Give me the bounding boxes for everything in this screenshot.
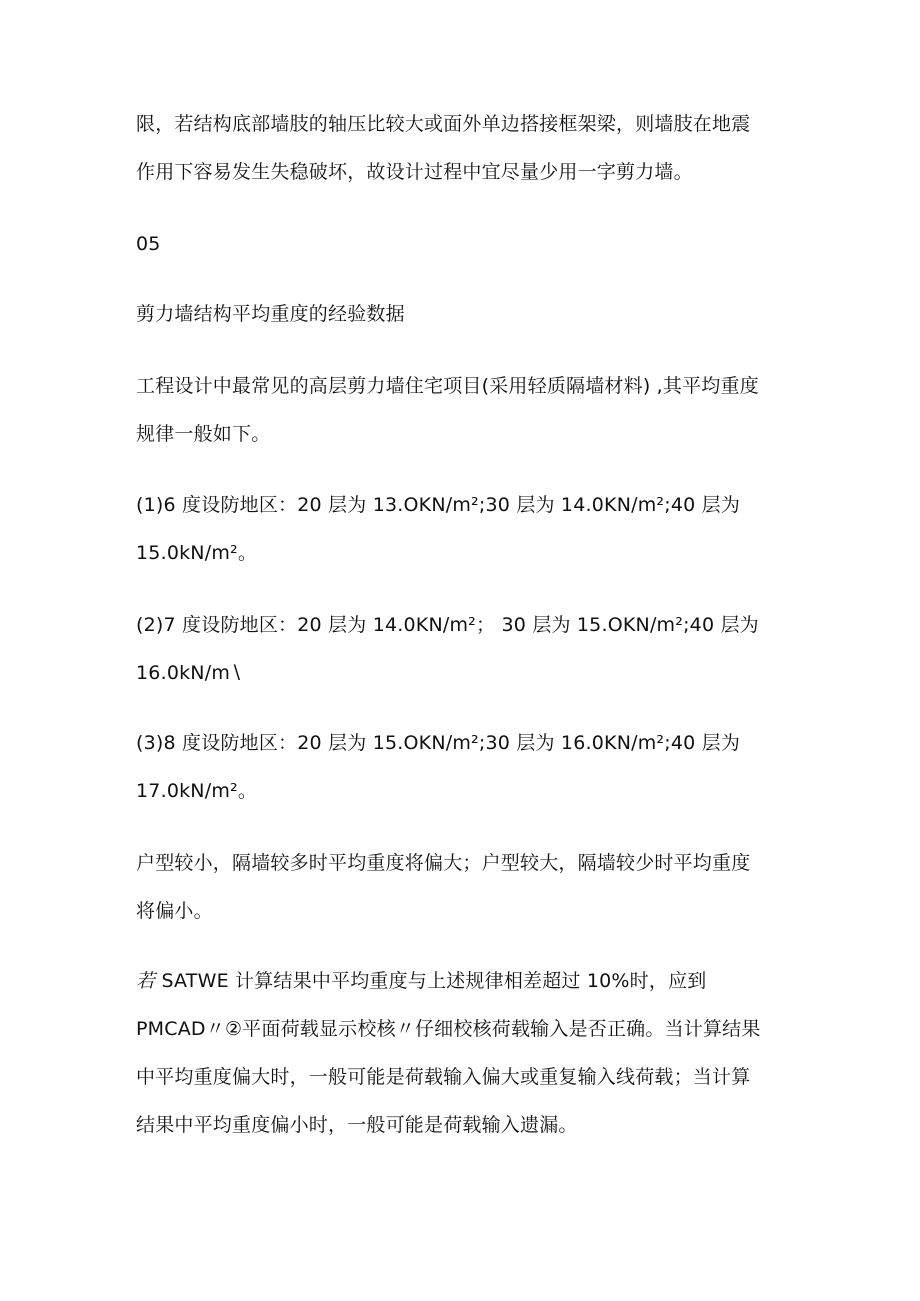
text-line: [136, 957, 796, 1005]
text-line: 15.0kN∕m²。: [136, 542, 258, 564]
paragraph-satwe-check: [136, 957, 796, 1149]
text-line: (2)7 度设防地区：20 层为 14.0KN∕m²； 30 层为 15.OKN∕m²;40 层为: [136, 614, 759, 636]
text-line: 中平均重度偏大时，一般可能是荷载输入偏大或重复输入线荷载；当计算: [136, 1066, 751, 1088]
document-content: [136, 100, 796, 1149]
text-line: 限，若结构底部墙肢的轴压比较大或面外单边搭接框架梁，则墙肢在地震: [136, 113, 751, 135]
paragraph-unit-type: [136, 839, 796, 935]
text-line: (3)8 度设防地区：20 层为 15.OKN∕m²;30 层为 16.0KN∕m²;40 层为: [136, 732, 741, 754]
text-line-tail: SATWE 计算结果中平均重度与上述规律相差超过 10%时，应到: [155, 970, 707, 992]
text-line: 规律一般如下。: [136, 423, 271, 445]
section-heading: [136, 290, 796, 338]
text-line: (1)6 度设防地区：20 层为 13.OKN∕m²;30 层为 14.0KN∕m²;40 层为: [136, 494, 741, 516]
text-line: 将偏小。: [136, 900, 213, 922]
paragraph-6-degree: [136, 481, 796, 577]
paragraph-intro: [136, 100, 796, 196]
text-line: 作用下容易发生失稳破坏，故设计过程中宜尽量少用一字剪力墙。: [136, 161, 693, 183]
paragraph-7-degree: [136, 601, 796, 697]
text-line: 结果中平均重度偏小时，一般可能是荷载输入遗漏。: [136, 1114, 578, 1136]
paragraph-engineering-rule: [136, 362, 796, 458]
text-line: 工程设计中最常见的高层剪力墙住宅项目(采用轻质隔墙材料) ,其平均重度: [136, 375, 759, 397]
text-line: 户型较小，隔墙较多时平均重度将偏大；户型较大，隔墙较少时平均重度: [136, 852, 751, 874]
text-line: 剪力墙结构平均重度的经验数据: [136, 303, 405, 325]
section-number: [136, 220, 796, 268]
text-line: 17.0kN∕m²。: [136, 780, 258, 802]
text-line: PMCAD〃②平面荷载显示校核〃仔细校核荷载输入是否正确。当计算结果: [136, 1018, 761, 1040]
text-line: 05: [136, 233, 161, 255]
paragraph-lead-char: 若: [136, 970, 156, 992]
text-line: 16.0kN∕m∖: [136, 662, 243, 684]
paragraph-8-degree: [136, 719, 796, 815]
